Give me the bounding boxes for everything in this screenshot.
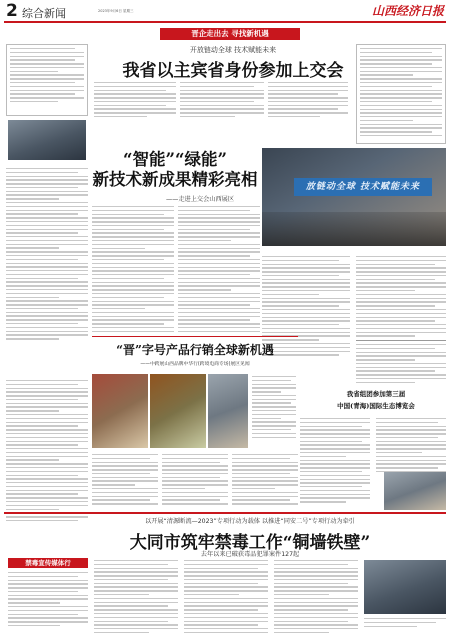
bottom-photo-caption: [364, 618, 446, 629]
booth-photo-2: [150, 374, 206, 448]
right-story-lead-text: [356, 344, 446, 386]
bottom-rule: [4, 512, 446, 514]
hall-photo-caption: [300, 248, 301, 253]
bottom-body-col-3: [184, 560, 268, 636]
feature2-body-col-4: [232, 454, 298, 507]
right-top-box: [356, 44, 446, 144]
feature1-subline: ——走进上交会山西展区: [165, 196, 235, 203]
exhibition-hall-photo: [262, 148, 446, 246]
feature2-body-col-2: [92, 454, 158, 507]
sidebar-photo: [8, 120, 86, 160]
lead-kicker: 开放链动全球 技术赋能未来: [189, 46, 277, 54]
column-banner: 禁毒宣传媒体行: [8, 558, 88, 568]
hall-crowd: [262, 212, 446, 246]
feature2-body-right: [252, 376, 296, 440]
right-story-body-1: [300, 418, 370, 505]
page-number: 2: [6, 1, 18, 21]
bottom-body-col-4: [274, 560, 358, 636]
feature2-subline: ——中跨展山西品牌中华行(跨境电商专场)展区见闻: [140, 362, 250, 367]
right-story-headline: 我省组团参加第三届 中国(青海)国际生态博览会: [337, 390, 415, 410]
date-line: 2023年9月6日 星期三: [98, 9, 134, 13]
hall-below-col-2: [356, 256, 446, 339]
lead-body-col-3: [268, 82, 348, 120]
booth-photo-3: [208, 374, 248, 448]
bottom-kicker: 以开展“清源断流—2023”专项行动为载体 以推进“同安二号”专项行动为牵引: [145, 518, 355, 525]
right-story-rule: [356, 340, 446, 341]
section-name: 综合新闻: [22, 7, 66, 20]
newspaper-masthead: 山西经济日报: [371, 4, 444, 18]
right-story-photo: [384, 472, 446, 510]
feature2-headline: “晋”字号产品行销全球新机遇: [116, 343, 274, 357]
sidebar-photo-caption: [10, 162, 11, 167]
feature1-body-col-2: [92, 206, 174, 335]
feature1-headline: “智能”“绿能” 新技术新成果精彩亮相: [92, 150, 258, 189]
section-banner: 晋企走出去 寻找新机遇: [160, 28, 300, 40]
booth-photo-1: [92, 374, 148, 448]
left-sidebar-text: [6, 44, 88, 116]
feature2-body-left: [6, 380, 88, 524]
masthead-rule: [4, 21, 446, 23]
bottom-body-col-1: [8, 572, 88, 629]
feature1-body-left: [6, 168, 88, 342]
lead-headline: 我省以主宾省身份参加上交会: [122, 61, 344, 81]
hall-sign: 放链动全球 技术赋能未来: [294, 178, 432, 196]
right-story-body-2: [376, 418, 446, 475]
bottom-headline: 大同市筑牢禁毒工作“铜墙铁壁”: [129, 533, 371, 553]
lead-body-col-1: [94, 82, 176, 120]
bottom-photo: [364, 560, 446, 614]
feature2-rule: [92, 336, 298, 337]
lead-body-col-2: [180, 82, 264, 120]
feature2-body-col-3: [162, 454, 228, 507]
bottom-subline: 去年以来已破获毒品犯罪案件127起: [200, 551, 300, 558]
bottom-body-col-2: [94, 560, 178, 636]
feature1-body-col-3: [178, 206, 260, 335]
